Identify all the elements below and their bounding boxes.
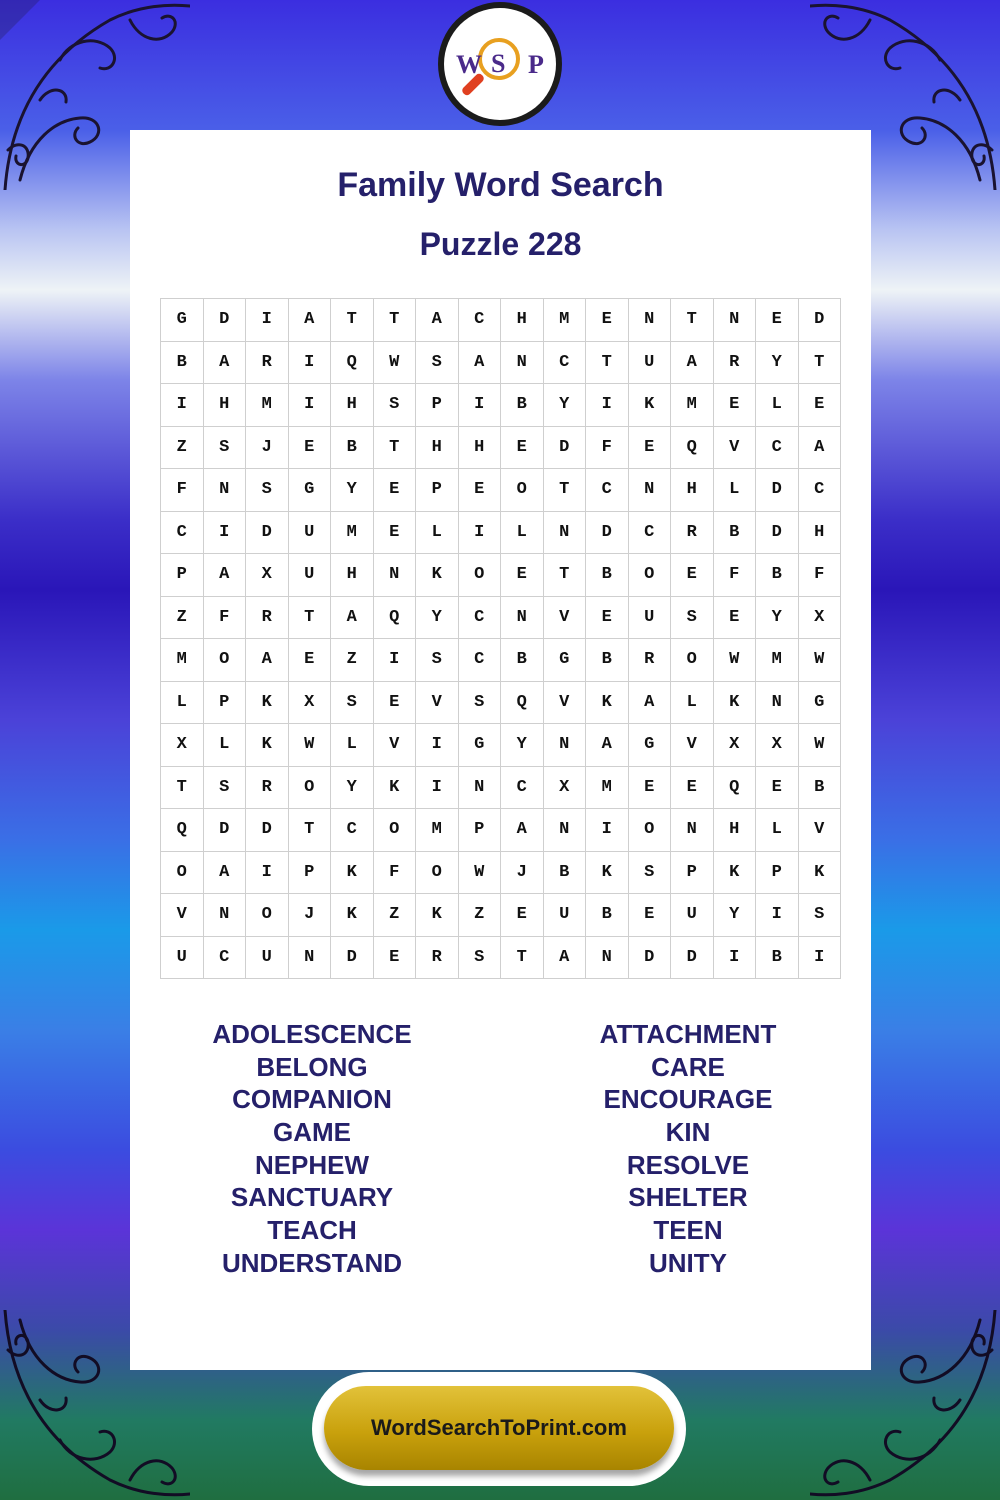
grid-cell[interactable]: C — [161, 512, 204, 555]
grid-cell[interactable]: H — [416, 427, 459, 470]
grid-cell[interactable]: B — [756, 554, 799, 597]
grid-cell[interactable]: L — [161, 682, 204, 725]
grid-cell[interactable]: U — [161, 937, 204, 980]
grid-cell[interactable]: G — [161, 299, 204, 342]
grid-cell[interactable]: I — [246, 852, 289, 895]
grid-cell[interactable]: A — [671, 342, 714, 385]
grid-cell[interactable]: M — [586, 767, 629, 810]
grid-cell[interactable]: N — [629, 299, 672, 342]
site-button-frame — [312, 1372, 686, 1486]
grid-cell[interactable]: L — [756, 809, 799, 852]
grid-cell[interactable]: E — [374, 512, 417, 555]
grid-cell[interactable]: T — [289, 809, 332, 852]
grid-cell[interactable]: C — [459, 597, 502, 640]
grid-cell[interactable]: X — [246, 554, 289, 597]
grid-cell[interactable]: K — [416, 894, 459, 937]
grid-cell[interactable]: L — [331, 724, 374, 767]
grid-cell[interactable]: E — [501, 894, 544, 937]
grid-cell[interactable]: I — [374, 639, 417, 682]
grid-cell[interactable]: E — [756, 299, 799, 342]
grid-cell[interactable]: E — [714, 384, 757, 427]
grid-cell[interactable]: I — [416, 724, 459, 767]
grid-cell[interactable]: I — [586, 809, 629, 852]
grid-cell[interactable]: B — [161, 342, 204, 385]
grid-cell[interactable]: Y — [331, 469, 374, 512]
grid-cell[interactable]: P — [289, 852, 332, 895]
grid-cell[interactable]: Z — [331, 639, 374, 682]
grid-cell[interactable]: F — [374, 852, 417, 895]
grid-cell[interactable]: D — [544, 427, 587, 470]
grid-cell[interactable]: X — [756, 724, 799, 767]
grid-cell[interactable]: V — [671, 724, 714, 767]
grid-cell[interactable]: R — [714, 342, 757, 385]
grid-cell[interactable]: I — [289, 384, 332, 427]
grid-cell[interactable]: M — [544, 299, 587, 342]
grid-cell[interactable]: Q — [161, 809, 204, 852]
grid-cell[interactable]: S — [459, 937, 502, 980]
grid-cell[interactable]: S — [629, 852, 672, 895]
grid-cell[interactable]: R — [246, 342, 289, 385]
grid-cell[interactable]: M — [756, 639, 799, 682]
grid-cell[interactable]: D — [204, 809, 247, 852]
word-list-item: KIN — [665, 1117, 711, 1148]
grid-cell[interactable]: C — [501, 767, 544, 810]
grid-cell[interactable]: U — [629, 597, 672, 640]
grid-cell[interactable]: A — [204, 342, 247, 385]
grid-cell[interactable]: T — [161, 767, 204, 810]
grid-cell[interactable]: A — [586, 724, 629, 767]
grid-cell[interactable]: N — [289, 937, 332, 980]
grid-cell[interactable]: O — [161, 852, 204, 895]
grid-cell[interactable]: V — [374, 724, 417, 767]
grid-cell[interactable]: N — [586, 937, 629, 980]
grid-cell[interactable]: S — [671, 597, 714, 640]
grid-cell[interactable]: D — [204, 299, 247, 342]
grid-cell[interactable]: U — [246, 937, 289, 980]
grid-cell[interactable]: L — [714, 469, 757, 512]
grid-cell[interactable]: S — [374, 384, 417, 427]
grid-cell[interactable]: B — [501, 639, 544, 682]
grid-cell[interactable]: I — [459, 384, 502, 427]
grid-cell[interactable]: W — [374, 342, 417, 385]
grid-cell[interactable]: I — [204, 512, 247, 555]
grid-cell[interactable]: E — [501, 427, 544, 470]
word-list-item: COMPANION — [232, 1084, 392, 1115]
grid-cell[interactable]: X — [799, 597, 842, 640]
grid-cell[interactable]: Q — [501, 682, 544, 725]
grid-cell[interactable]: O — [629, 809, 672, 852]
grid-cell[interactable]: L — [416, 512, 459, 555]
grid-cell[interactable]: O — [459, 554, 502, 597]
grid-cell[interactable]: A — [204, 554, 247, 597]
grid-cell[interactable]: V — [416, 682, 459, 725]
grid-cell[interactable]: K — [629, 384, 672, 427]
grid-cell[interactable]: Y — [331, 767, 374, 810]
grid-cell[interactable]: X — [289, 682, 332, 725]
word-list-item: SANCTUARY — [230, 1182, 394, 1213]
grid-cell[interactable]: V — [161, 894, 204, 937]
wsp-logo[interactable] — [438, 2, 562, 126]
grid-cell[interactable]: I — [459, 512, 502, 555]
grid-cell[interactable]: H — [714, 809, 757, 852]
grid-cell[interactable]: O — [629, 554, 672, 597]
puzzle-number: Puzzle 228 — [419, 226, 582, 262]
grid-cell[interactable]: S — [204, 767, 247, 810]
grid-cell[interactable]: P — [459, 809, 502, 852]
grid-cell[interactable]: A — [799, 427, 842, 470]
grid-cell[interactable]: R — [416, 937, 459, 980]
grid-cell[interactable]: E — [799, 384, 842, 427]
grid-cell[interactable]: V — [544, 682, 587, 725]
grid-cell[interactable]: N — [714, 299, 757, 342]
word-list-item: TEACH — [267, 1215, 357, 1246]
grid-cell[interactable]: N — [544, 809, 587, 852]
grid-cell[interactable]: H — [331, 384, 374, 427]
grid-cell[interactable]: E — [629, 767, 672, 810]
grid-cell[interactable]: N — [756, 682, 799, 725]
grid-cell[interactable]: A — [501, 809, 544, 852]
grid-cell[interactable]: K — [331, 852, 374, 895]
grid-cell[interactable]: Q — [671, 427, 714, 470]
grid-cell[interactable]: N — [544, 512, 587, 555]
grid-cell[interactable]: T — [501, 937, 544, 980]
grid-cell[interactable]: M — [416, 809, 459, 852]
grid-cell[interactable]: P — [416, 384, 459, 427]
grid-cell[interactable]: C — [629, 512, 672, 555]
grid-cell[interactable]: U — [671, 894, 714, 937]
word-list-item: NEPHEW — [254, 1149, 370, 1180]
grid-cell[interactable]: E — [756, 767, 799, 810]
grid-cell[interactable]: W — [799, 724, 842, 767]
grid-cell[interactable]: X — [544, 767, 587, 810]
grid-cell[interactable]: P — [416, 469, 459, 512]
grid-cell[interactable]: B — [544, 852, 587, 895]
grid-cell[interactable]: N — [204, 894, 247, 937]
grid-cell[interactable]: W — [799, 639, 842, 682]
grid-cell[interactable]: E — [671, 554, 714, 597]
grid-cell[interactable]: N — [459, 767, 502, 810]
grid-cell[interactable]: P — [161, 554, 204, 597]
grid-cell[interactable]: K — [586, 852, 629, 895]
grid-cell[interactable]: K — [714, 682, 757, 725]
grid-cell[interactable]: O — [374, 809, 417, 852]
grid-cell[interactable]: B — [586, 639, 629, 682]
grid-cell[interactable]: L — [671, 682, 714, 725]
grid-cell[interactable]: Q — [374, 597, 417, 640]
grid-cell[interactable]: O — [204, 639, 247, 682]
grid-cell[interactable]: I — [289, 342, 332, 385]
grid-cell[interactable]: I — [161, 384, 204, 427]
grid-cell[interactable]: J — [289, 894, 332, 937]
grid-cell[interactable]: C — [799, 469, 842, 512]
grid-cell[interactable]: Y — [756, 597, 799, 640]
grid-cell[interactable]: R — [671, 512, 714, 555]
grid-cell[interactable]: T — [586, 342, 629, 385]
grid-cell[interactable]: F — [714, 554, 757, 597]
grid-cell[interactable]: K — [714, 852, 757, 895]
grid-cell[interactable]: S — [246, 469, 289, 512]
grid-cell[interactable]: L — [756, 384, 799, 427]
grid-cell[interactable]: Y — [756, 342, 799, 385]
grid-cell[interactable]: E — [586, 299, 629, 342]
grid-cell[interactable]: F — [204, 597, 247, 640]
grid-cell[interactable]: C — [459, 299, 502, 342]
logo-letter-p: P — [528, 50, 544, 79]
grid-cell[interactable]: V — [714, 427, 757, 470]
grid-cell[interactable]: J — [501, 852, 544, 895]
grid-cell[interactable]: U — [629, 342, 672, 385]
grid-cell[interactable]: H — [671, 469, 714, 512]
grid-cell[interactable]: B — [331, 427, 374, 470]
grid-cell[interactable]: M — [331, 512, 374, 555]
grid-cell[interactable]: A — [204, 852, 247, 895]
grid-cell[interactable]: A — [459, 342, 502, 385]
grid-cell[interactable]: D — [246, 512, 289, 555]
grid-cell[interactable]: D — [629, 937, 672, 980]
grid-cell[interactable]: C — [331, 809, 374, 852]
grid-cell[interactable]: T — [544, 469, 587, 512]
grid-cell[interactable]: Y — [501, 724, 544, 767]
grid-cell[interactable]: C — [756, 427, 799, 470]
grid-cell[interactable]: P — [671, 852, 714, 895]
grid-cell[interactable]: O — [416, 852, 459, 895]
grid-cell[interactable]: I — [714, 937, 757, 980]
grid-cell[interactable]: L — [204, 724, 247, 767]
word-list-item: RESOLVE — [626, 1149, 750, 1180]
grid-cell[interactable]: B — [799, 767, 842, 810]
grid-cell[interactable]: S — [416, 639, 459, 682]
grid-cell[interactable]: T — [374, 427, 417, 470]
grid-cell[interactable]: Y — [416, 597, 459, 640]
grid-cell[interactable]: K — [374, 767, 417, 810]
grid-cell[interactable]: T — [374, 299, 417, 342]
word-list-item: ADOLESCENCE — [212, 1019, 412, 1049]
word-list-right — [538, 1018, 838, 1280]
grid-cell[interactable]: K — [586, 682, 629, 725]
grid-cell[interactable]: E — [374, 937, 417, 980]
word-list-item: TEEN — [653, 1215, 723, 1246]
grid-cell[interactable]: O — [289, 767, 332, 810]
grid-cell[interactable]: N — [501, 597, 544, 640]
grid-cell[interactable]: C — [204, 937, 247, 980]
grid-cell[interactable]: F — [586, 427, 629, 470]
grid-cell[interactable]: O — [501, 469, 544, 512]
grid-cell[interactable]: H — [501, 299, 544, 342]
grid-cell[interactable]: T — [289, 597, 332, 640]
grid-cell[interactable]: Q — [714, 767, 757, 810]
grid-cell[interactable]: C — [544, 342, 587, 385]
grid-cell[interactable]: K — [416, 554, 459, 597]
grid-cell[interactable]: B — [586, 894, 629, 937]
grid-cell[interactable]: S — [331, 682, 374, 725]
grid-cell[interactable]: E — [289, 639, 332, 682]
word-list-item: SHELTER — [628, 1182, 748, 1213]
grid-cell[interactable]: E — [374, 682, 417, 725]
page-title: Family Word Search — [337, 166, 664, 204]
word-list-item: CARE — [651, 1051, 725, 1082]
grid-cell[interactable]: K — [246, 724, 289, 767]
grid-cell[interactable]: F — [161, 469, 204, 512]
grid-cell[interactable]: Z — [161, 597, 204, 640]
grid-cell[interactable]: Q — [331, 342, 374, 385]
grid-cell[interactable]: A — [629, 682, 672, 725]
grid-cell[interactable]: A — [544, 937, 587, 980]
grid-cell[interactable]: C — [586, 469, 629, 512]
grid-cell[interactable]: Y — [544, 384, 587, 427]
grid-cell[interactable]: I — [586, 384, 629, 427]
grid-cell[interactable]: I — [756, 894, 799, 937]
grid-cell[interactable]: O — [246, 894, 289, 937]
grid-cell[interactable]: F — [799, 554, 842, 597]
grid-cell[interactable]: E — [629, 894, 672, 937]
grid-cell[interactable]: A — [246, 639, 289, 682]
grid-cell[interactable]: K — [246, 682, 289, 725]
word-list-item: UNITY — [649, 1247, 727, 1278]
grid-cell[interactable]: U — [289, 554, 332, 597]
grid-cell[interactable]: C — [459, 639, 502, 682]
grid-cell[interactable]: I — [246, 299, 289, 342]
logo-letter-w: W — [456, 50, 482, 79]
grid-cell[interactable]: V — [799, 809, 842, 852]
grid-cell[interactable]: T — [331, 299, 374, 342]
grid-cell[interactable]: B — [756, 937, 799, 980]
grid-cell[interactable]: M — [671, 384, 714, 427]
grid-cell[interactable]: S — [799, 894, 842, 937]
grid-cell[interactable]: N — [629, 469, 672, 512]
grid-cell[interactable]: W — [289, 724, 332, 767]
grid-cell[interactable]: G — [629, 724, 672, 767]
grid-cell[interactable]: R — [629, 639, 672, 682]
grid-cell[interactable]: T — [544, 554, 587, 597]
grid-cell[interactable]: H — [331, 554, 374, 597]
grid-cell[interactable]: E — [586, 597, 629, 640]
grid-cell[interactable]: U — [544, 894, 587, 937]
grid-cell[interactable]: W — [714, 639, 757, 682]
grid-cell[interactable]: E — [501, 554, 544, 597]
grid-cell[interactable]: D — [799, 299, 842, 342]
grid-cell[interactable]: X — [161, 724, 204, 767]
grid-cell[interactable]: K — [799, 852, 842, 895]
site-link-button[interactable]: WordSearchToPrint.com — [324, 1386, 674, 1470]
grid-cell[interactable]: G — [289, 469, 332, 512]
word-list-item: BELONG — [256, 1051, 368, 1082]
grid-cell[interactable]: D — [671, 937, 714, 980]
grid-cell[interactable]: B — [501, 384, 544, 427]
grid-cell[interactable]: E — [671, 767, 714, 810]
grid-cell[interactable]: M — [161, 639, 204, 682]
grid-cell[interactable]: H — [204, 384, 247, 427]
grid-cell[interactable]: V — [544, 597, 587, 640]
grid-cell[interactable]: E — [289, 427, 332, 470]
grid-cell[interactable]: R — [246, 597, 289, 640]
letter-grid — [160, 298, 841, 979]
grid-cell[interactable]: D — [756, 512, 799, 555]
grid-cell[interactable]: A — [331, 597, 374, 640]
grid-cell[interactable]: B — [714, 512, 757, 555]
grid-cell[interactable]: N — [374, 554, 417, 597]
magnifier-icon — [444, 8, 556, 120]
grid-cell[interactable]: E — [629, 427, 672, 470]
grid-cell[interactable]: M — [246, 384, 289, 427]
word-list-item: UNDERSTAND — [221, 1247, 403, 1278]
grid-cell[interactable]: Z — [374, 894, 417, 937]
grid-cell[interactable]: Z — [161, 427, 204, 470]
grid-cell[interactable]: T — [671, 299, 714, 342]
grid-cell[interactable]: Y — [714, 894, 757, 937]
grid-cell[interactable]: Z — [459, 894, 502, 937]
grid-cell[interactable]: A — [289, 299, 332, 342]
grid-cell[interactable]: E — [714, 597, 757, 640]
puzzle-card — [130, 130, 871, 1370]
grid-cell[interactable]: R — [246, 767, 289, 810]
grid-cell[interactable]: N — [204, 469, 247, 512]
grid-cell[interactable]: S — [459, 682, 502, 725]
word-list-left — [162, 1018, 462, 1280]
grid-cell[interactable]: D — [586, 512, 629, 555]
grid-cell[interactable]: D — [331, 937, 374, 980]
grid-cell[interactable]: P — [756, 852, 799, 895]
word-list-item: ATTACHMENT — [599, 1019, 777, 1049]
grid-cell[interactable]: T — [799, 342, 842, 385]
word-list-item: GAME — [273, 1117, 351, 1148]
grid-cell[interactable]: E — [459, 469, 502, 512]
grid-cell[interactable]: S — [416, 342, 459, 385]
grid-cell[interactable]: X — [714, 724, 757, 767]
grid-cell[interactable]: G — [799, 682, 842, 725]
grid-cell[interactable]: G — [459, 724, 502, 767]
grid-cell[interactable]: N — [671, 809, 714, 852]
grid-cell[interactable]: I — [416, 767, 459, 810]
grid-cell[interactable]: H — [459, 427, 502, 470]
grid-cell[interactable]: H — [799, 512, 842, 555]
grid-cell[interactable]: J — [246, 427, 289, 470]
grid-cell[interactable]: A — [416, 299, 459, 342]
logo-letter-s: S — [491, 49, 506, 78]
grid-cell[interactable]: N — [544, 724, 587, 767]
grid-cell[interactable]: N — [501, 342, 544, 385]
grid-cell[interactable]: E — [374, 469, 417, 512]
grid-cell[interactable]: U — [289, 512, 332, 555]
grid-cell[interactable]: G — [544, 639, 587, 682]
grid-cell[interactable]: L — [501, 512, 544, 555]
grid-cell[interactable]: O — [671, 639, 714, 682]
grid-cell[interactable]: K — [331, 894, 374, 937]
grid-cell[interactable]: B — [586, 554, 629, 597]
word-list-item: ENCOURAGE — [603, 1084, 773, 1115]
grid-cell[interactable]: I — [799, 937, 842, 980]
grid-cell[interactable]: S — [204, 427, 247, 470]
grid-cell[interactable]: P — [204, 682, 247, 725]
grid-cell[interactable]: D — [756, 469, 799, 512]
grid-cell[interactable]: W — [459, 852, 502, 895]
grid-cell[interactable]: D — [246, 809, 289, 852]
